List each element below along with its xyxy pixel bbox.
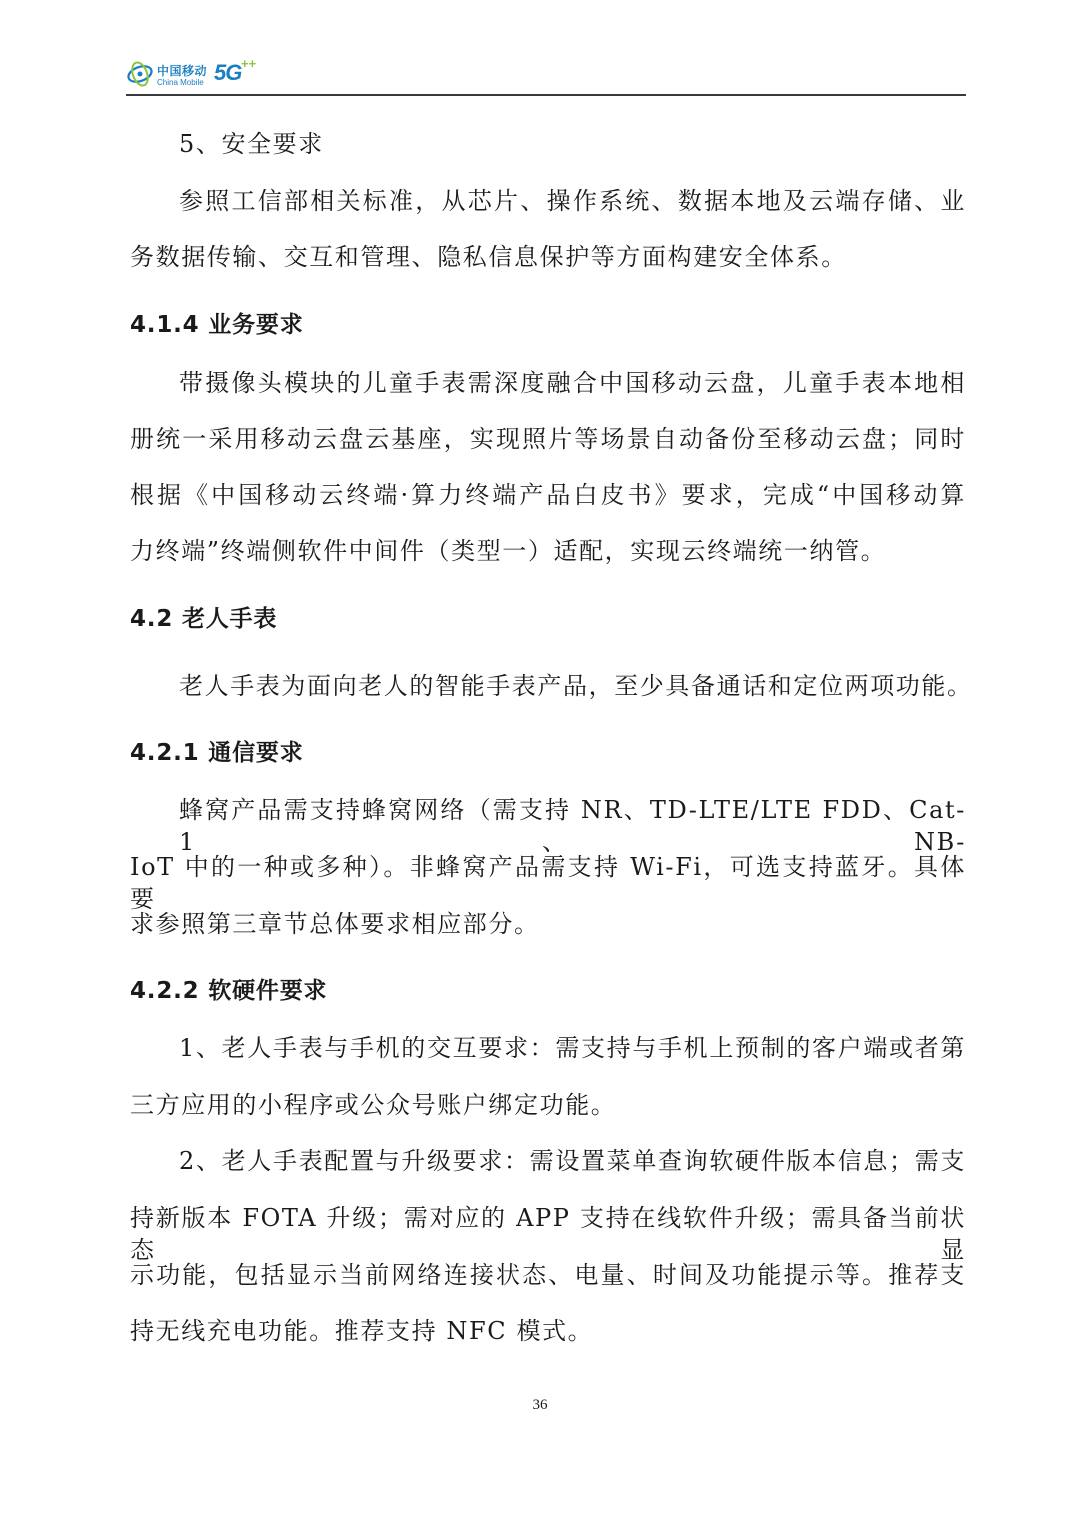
paragraph-line: 求参照第三章节总体要求相应部分。 xyxy=(130,910,540,938)
heading-4-1-4: 4.1.4 业务要求 xyxy=(130,312,304,338)
paragraph-line: 持新版本 FOTA 升级；需对应的 APP 支持在线软件升级；需具备当前状态显 xyxy=(130,1204,966,1264)
paragraph-line: 务数据传输、交互和管理、隐私信息保护等方面构建安全体系。 xyxy=(130,243,847,271)
section-title-security: 5、安全要求 xyxy=(179,130,324,158)
paragraph-line: 力终端”终端侧软件中间件（类型一）适配，实现云终端统一纳管。 xyxy=(130,537,887,565)
header-rule xyxy=(126,94,966,96)
heading-4-2-1: 4.2.1 通信要求 xyxy=(130,740,304,766)
logo-text-en: China Mobile xyxy=(157,78,204,87)
logo-5g: 5G xyxy=(214,60,242,85)
paragraph-line: 1、老人手表与手机的交互要求：需支持与手机上预制的客户端或者第 xyxy=(179,1034,966,1062)
page-number: 36 xyxy=(532,1397,548,1413)
paragraph-line: 示功能，包括显示当前网络连接状态、电量、时间及功能提示等。推荐支 xyxy=(130,1261,966,1289)
paragraph-line: 带摄像头模块的儿童手表需深度融合中国移动云盘，儿童手表本地相 xyxy=(179,369,966,397)
paragraph-line: 参照工信部相关标准，从芯片、操作系统、数据本地及云端存储、业 xyxy=(179,187,966,215)
paragraph-line: 根据《中国移动云终端·算力终端产品白皮书》要求，完成“中国移动算 xyxy=(130,481,966,509)
logo-text-cn: 中国移动 xyxy=(157,64,208,78)
china-mobile-logo-icon xyxy=(126,60,154,88)
paragraph-line: 2、老人手表配置与升级要求：需设置菜单查询软硬件版本信息；需支 xyxy=(179,1147,966,1175)
paragraph-line: 老人手表为面向老人的智能手表产品，至少具备通话和定位两项功能。 xyxy=(179,672,973,700)
paragraph-line: 蜂窝产品需支持蜂窝网络（需支持 NR、TD-LTE/LTE FDD、Cat-1、NB- xyxy=(179,796,966,856)
heading-4-2: 4.2 老人手表 xyxy=(130,606,278,632)
logo-5g-plus: ++ xyxy=(241,56,257,71)
paragraph-line: 册统一采用移动云盘云基座，实现照片等场景自动备份至移动云盘；同时 xyxy=(130,425,966,453)
paragraph-line: 三方应用的小程序或公众号账户绑定功能。 xyxy=(130,1091,617,1119)
page-header xyxy=(126,56,966,96)
paragraph-line: 持无线充电功能。推荐支持 NFC 模式。 xyxy=(130,1317,594,1345)
heading-4-2-2: 4.2.2 软硬件要求 xyxy=(130,978,328,1004)
paragraph-line: IoT 中的一种或多种）。非蜂窝产品需支持 Wi-Fi，可选支持蓝牙。具体要 xyxy=(130,853,966,913)
